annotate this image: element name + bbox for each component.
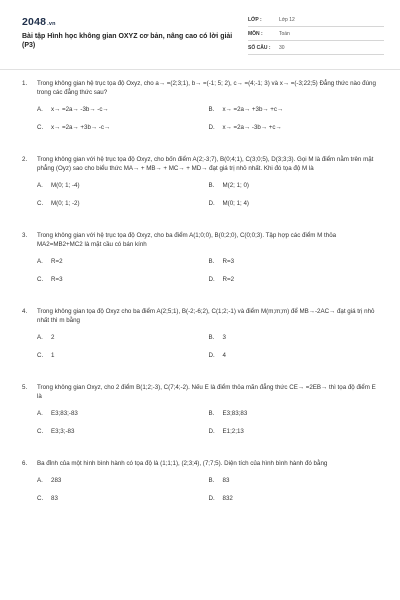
option-text: M(0; 1; 4): [222, 199, 249, 207]
question-number: 4.: [22, 307, 28, 315]
option-text: E3;83;83: [222, 409, 248, 417]
answer-options: [22, 182, 380, 218]
question-text: Trong không gian hệ trục tọa độ Oxyz, cho a→ =(2;3;1), b→ =(-1; 5; 2), c→ =(4;-1; 3) và x→ =(-3;22;5) Đẳng thức nào đúng trong các đẳng thức sau?: [37, 80, 376, 96]
option-letter: B.: [208, 257, 215, 265]
worksheet-meta: [248, 16, 384, 58]
site-logo[interactable]: [22, 15, 56, 30]
logo-text: 2048: [22, 16, 47, 28]
option-text: 283: [51, 476, 62, 484]
option-letter: A.: [37, 409, 43, 417]
answer-option[interactable]: [209, 410, 381, 419]
meta-row-question-count: [248, 44, 384, 55]
option-text: R=2: [222, 275, 235, 283]
question-text: Trong không gian Oxyz, cho 2 điểm B(1;2;-3), C(7;4;-2). Nếu E là điểm thỏa mãn đẳng thức CE→ =2EB→ thì tọa độ điểm E là: [37, 383, 376, 400]
question-item: [22, 308, 380, 370]
option-letter: A.: [37, 105, 43, 113]
option-letter: D.: [208, 351, 215, 359]
logo-suffix: .vn: [47, 21, 56, 27]
worksheet-title: Bài tập Hình học không gian OXYZ cơ bản, nâng cao có lời giải (P3): [22, 33, 233, 50]
option-letter: C.: [37, 351, 44, 359]
option-text: R=2: [51, 257, 63, 265]
option-text: 832: [222, 494, 233, 502]
question-item: [22, 232, 380, 294]
answer-option[interactable]: [37, 106, 209, 115]
worksheet-header: [22, 12, 382, 62]
meta-label: LỚP :: [248, 17, 262, 24]
option-letter: D.: [208, 494, 215, 502]
question-list: [22, 80, 380, 527]
option-letter: C.: [37, 494, 44, 502]
option-text: x→ =2a→ -3b→ -c→: [51, 105, 109, 113]
option-text: 4: [222, 351, 226, 359]
option-text: E3;3;-83: [51, 427, 75, 435]
option-letter: C.: [37, 427, 44, 435]
meta-label: MÔN :: [248, 31, 263, 38]
option-letter: D.: [208, 427, 215, 435]
option-text: M(0; 1; -2): [51, 199, 80, 207]
option-letter: B.: [208, 476, 215, 484]
option-text: R=3: [222, 257, 235, 265]
option-letter: C.: [37, 199, 44, 207]
option-letter: C.: [37, 275, 44, 283]
answer-options: [22, 477, 380, 513]
option-text: 2: [51, 333, 55, 341]
answer-option[interactable]: [209, 200, 381, 209]
option-letter: B.: [208, 105, 215, 113]
option-text: 3: [222, 333, 226, 341]
answer-option[interactable]: [209, 258, 381, 267]
question-text: Trong không gian với hệ trục tọa độ Oxyz, cho ba điểm A(1;0;0), B(0;2;0), C(0;0;3). Tập hợp các điểm M thỏa MA2=MB2+MC2 là mặt cầu có bán kính: [37, 231, 337, 248]
option-letter: C.: [37, 123, 44, 131]
question-number: 6.: [22, 459, 28, 467]
option-text: x→ =2a→ +3b→ +c→: [222, 105, 284, 113]
question-text: Ba đỉnh của một hình bình hành có tọa độ là (1;1;1), (2;3;4), (7;7;5). Diện tích của hình bình hành đó bằng: [37, 459, 328, 467]
meta-value: Toán: [279, 31, 290, 38]
answer-option[interactable]: [37, 477, 209, 486]
answer-option[interactable]: [209, 352, 381, 361]
option-letter: A.: [37, 257, 43, 265]
answer-option[interactable]: [209, 334, 381, 343]
answer-option[interactable]: [209, 276, 381, 285]
option-text: 1: [51, 351, 55, 359]
answer-option[interactable]: [37, 410, 209, 419]
answer-option[interactable]: [37, 182, 209, 191]
option-text: M(0; 1; -4): [51, 181, 80, 189]
answer-option[interactable]: [37, 258, 209, 267]
option-text: M(2; 1; 0): [222, 181, 249, 189]
question-number: 5.: [22, 383, 28, 391]
option-text: 83: [51, 494, 58, 502]
option-text: E3;83;-83: [51, 409, 78, 417]
question-number: 2.: [22, 155, 28, 163]
question-item: [22, 384, 380, 446]
answer-options: [22, 334, 380, 370]
answer-option[interactable]: [209, 106, 381, 115]
question-item: [22, 80, 380, 142]
answer-option[interactable]: [37, 428, 209, 437]
option-letter: B.: [208, 181, 215, 189]
option-letter: B.: [208, 409, 215, 417]
question-item: [22, 460, 380, 513]
meta-value: 30: [279, 45, 285, 52]
header-divider: [0, 69, 400, 70]
option-letter: B.: [208, 333, 215, 341]
answer-option[interactable]: [209, 182, 381, 191]
option-text: x→ =2a→ +3b→ -c→: [51, 123, 111, 131]
option-letter: A.: [37, 476, 43, 484]
answer-option[interactable]: [37, 334, 209, 343]
option-text: R=3: [51, 275, 63, 283]
answer-option[interactable]: [37, 124, 209, 133]
meta-row-subject: [248, 30, 384, 41]
answer-option[interactable]: [37, 495, 209, 504]
answer-option[interactable]: [37, 352, 209, 361]
answer-option[interactable]: [209, 124, 381, 133]
option-letter: D.: [208, 199, 215, 207]
option-text: x→ =2a→ -3b→ +c→: [222, 123, 282, 131]
option-letter: D.: [208, 275, 215, 283]
answer-option[interactable]: [37, 276, 209, 285]
option-text: 83: [222, 476, 230, 484]
meta-row-class: [248, 16, 384, 27]
question-number: 1.: [22, 80, 28, 87]
option-text: E1;2;13: [222, 427, 244, 435]
question-number: 3.: [22, 231, 28, 239]
answer-option[interactable]: [209, 428, 381, 437]
question-text: Trong không gian tọa độ Oxyz cho ba điểm A(2;5;1), B(-2;-6;2), C(1;2;-1) và điểm M(m;m;m) để MB→-2AC→ đạt giá trị nhỏ nhất thì m bằng: [37, 307, 375, 324]
option-letter: A.: [37, 333, 43, 341]
question-item: [22, 156, 380, 218]
answer-options: [22, 106, 380, 142]
answer-option[interactable]: [209, 477, 381, 486]
question-text: Trong không gian với hệ trục tọa độ Oxyz, cho bốn điểm A(2;-3;7), B(0;4;1), C(3;0;5), D(3;3;3). Gọi M là điểm nằm trên mặt phẳng (Oyz) sao cho biểu thức MA→ + MB→ + MC→ + MD→ đạt giá trị nhỏ nhất. Khi đó tọa độ M là: [37, 155, 374, 172]
meta-label: SỐ CÂU :: [248, 45, 271, 52]
meta-value: Lớp 12: [279, 17, 295, 24]
answer-options: [22, 410, 380, 446]
option-letter: A.: [37, 181, 43, 189]
answer-options: [22, 258, 380, 294]
option-letter: D.: [208, 123, 215, 131]
answer-option[interactable]: [209, 495, 381, 504]
answer-option[interactable]: [37, 200, 209, 209]
